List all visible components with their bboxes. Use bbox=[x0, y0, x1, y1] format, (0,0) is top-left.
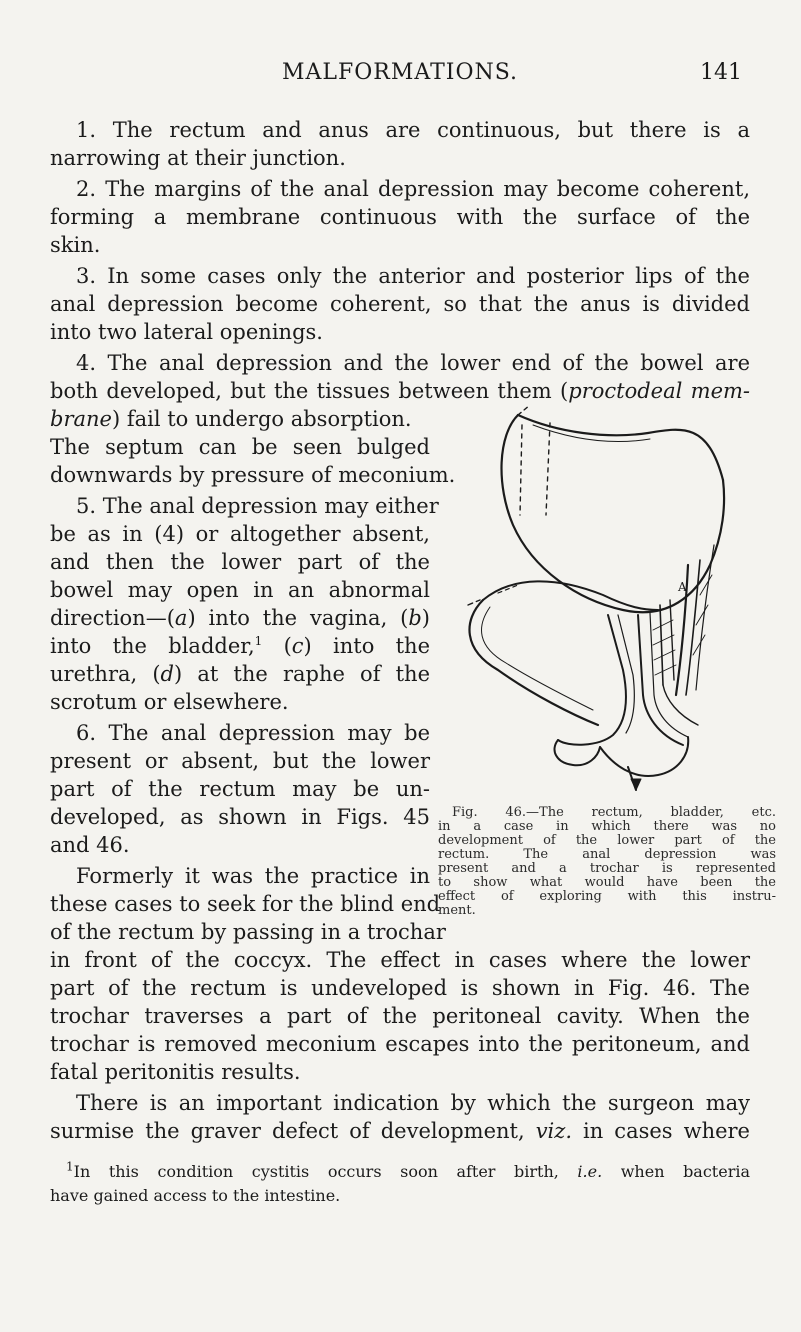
caption-line: ment. bbox=[438, 903, 476, 918]
footnote-ref: 1 bbox=[254, 634, 263, 648]
text-line: brane) fail to undergo absorption. bbox=[50, 407, 412, 431]
text-line: narrowing at their junction. bbox=[50, 146, 346, 170]
text-line: 5. The anal depression may either bbox=[76, 494, 439, 518]
text-line: and 46. bbox=[50, 833, 130, 857]
text-line: of the rectum by passing in a trochar bbox=[50, 920, 446, 944]
footnote-line: have gained access to the intestine. bbox=[50, 1186, 341, 1205]
text-line: present or absent, but the lower bbox=[50, 749, 430, 773]
page-header bbox=[0, 60, 801, 100]
text-line: 2. The margins of the anal depression may become coherent, bbox=[76, 177, 750, 201]
running-head: MALFORMATIONS. bbox=[281, 60, 519, 85]
caption-line: in a case in which there was no bbox=[438, 819, 776, 834]
text-line: bowel may open in an abnormal bbox=[50, 578, 430, 602]
text-line: 3. In some cases only the anterior and posterior lips of the bbox=[76, 264, 750, 288]
text-line: and then the lower part of the bbox=[50, 550, 430, 574]
text-line: surmise the graver defect of development, viz. in cases where bbox=[50, 1119, 750, 1143]
figure-label: A bbox=[678, 580, 687, 594]
footnote-line: $^1$In this condition cystitis occurs soon after birth, i.e. when bacteria bbox=[66, 1159, 751, 1181]
text-line: developed, as shown in Figs. 45 bbox=[50, 805, 430, 829]
caption-line: to show what would have been the bbox=[438, 875, 776, 890]
text-line: 6. The anal depression may be bbox=[76, 721, 430, 745]
italic-term: brane bbox=[50, 407, 112, 431]
caption-line: present and a trochar is represented bbox=[438, 861, 776, 876]
caption-line: Fig. 46.—The rectum, bladder, etc. bbox=[452, 805, 776, 820]
figure-46 bbox=[438, 395, 768, 795]
page-number: 141 bbox=[700, 60, 742, 85]
text-line: forming a membrane continuous with the surface of the bbox=[50, 205, 750, 229]
text-line: The septum can be seen bulged bbox=[50, 435, 430, 459]
text-line: skin. bbox=[50, 233, 101, 257]
text-line: trochar traverses a part of the peritoneal cavity. When the bbox=[50, 1004, 750, 1028]
text-line: There is an important indication by which the surgeon may bbox=[76, 1091, 750, 1115]
italic-term: proctodeal mem- bbox=[568, 379, 750, 403]
caption-line: development of the lower part of the bbox=[438, 833, 776, 848]
text-line: into two lateral openings. bbox=[50, 320, 323, 344]
text-line: urethra, (d) at the raphe of the bbox=[50, 662, 430, 686]
text-line: scrotum or elsewhere. bbox=[50, 690, 289, 714]
text-line: Formerly it was the practice in bbox=[76, 864, 430, 888]
text-line: be as in (4) or altogether absent, bbox=[50, 522, 430, 546]
rectum-bladder-illustration bbox=[438, 395, 768, 795]
text-line: in front of the coccyx. The effect in cases where the lower bbox=[50, 948, 750, 972]
text-line: into the bladder,$^1$ (c) into the bbox=[50, 634, 430, 658]
caption-line: rectum. The anal depression was bbox=[438, 847, 776, 862]
text-line: 1. The rectum and anus are continuous, but there is a bbox=[76, 118, 750, 142]
text-line: part of the rectum is undeveloped is shown in Fig. 46. The bbox=[50, 976, 750, 1000]
caption-line: effect of exploring with this instru- bbox=[438, 889, 776, 904]
footnote-marker: 1 bbox=[66, 1159, 74, 1174]
text-line: these cases to seek for the blind end bbox=[50, 892, 441, 916]
text-line: both developed, but the tissues between them (proctodeal mem- bbox=[50, 379, 750, 403]
text-line: part of the rectum may be un- bbox=[50, 777, 430, 801]
text-line: trochar is removed meconium escapes into the peritoneum, and bbox=[50, 1032, 750, 1056]
text-line: anal depression become coherent, so that the anus is divided bbox=[50, 292, 750, 316]
text-line: downwards by pressure of meconium. bbox=[50, 463, 456, 487]
text-line: fatal peritonitis results. bbox=[50, 1060, 301, 1084]
text-line: direction—(a) into the vagina, (b) bbox=[50, 606, 430, 630]
text-line: 4. The anal depression and the lower end of the bowel are bbox=[76, 351, 750, 375]
